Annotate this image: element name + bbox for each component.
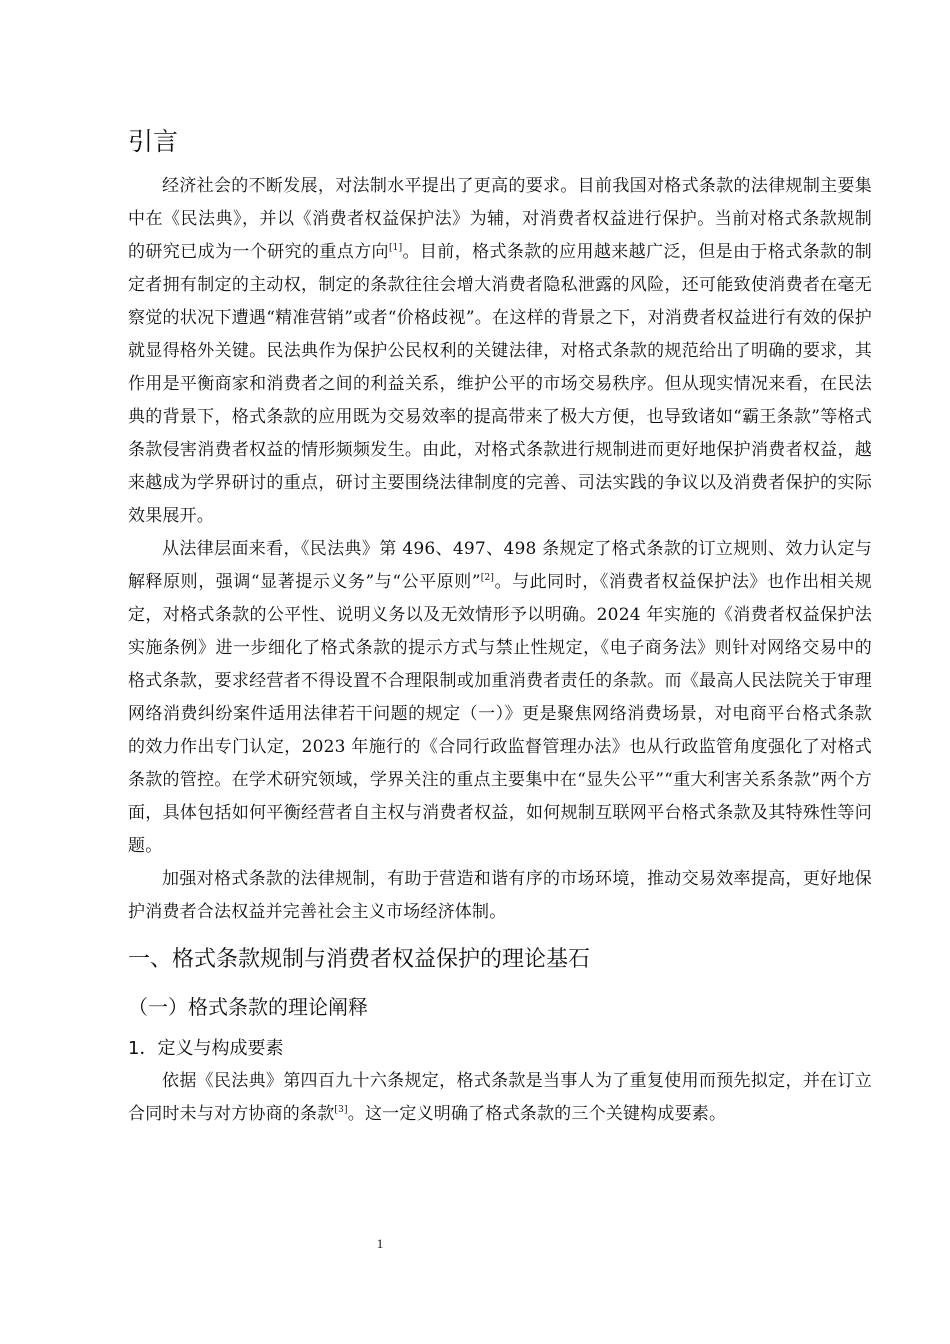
item-1-paragraph-text-b: 。这一定义明确了格式条款的三个关键构成要素。	[347, 1104, 727, 1124]
intro-paragraph-2	[128, 533, 872, 863]
footnote-ref-1: [1]	[388, 243, 403, 253]
footnote-ref-3: [3]	[334, 1105, 348, 1115]
item-1-heading: 1．定义与构成要素	[128, 1038, 284, 1059]
item-1-paragraph-text-a: 依据《民法典》第四百九十六条规定，格式条款是当事人为了重复使用而预先拟定，并在订立合同时未与对方协商的条款	[128, 1071, 872, 1124]
intro-paragraph-1-text-b: 。目前，格式条款的应用越来越广泛，但是由于格式条款的制定者拥有制定的主动权，制定的条款往往会增大消费者隐私泄露的风险，还可能致使消费者在毫无察觉的状况下遭遇“精准营销”或者“价格歧视”。在这样的背景之下，对消费者权益进行有效的保护就显得格外关键。民法典作为保护公民权利的关键法律，对格式条款的规范给出了明确的要求，其作用是平衡商家和消费者之间的利益关系，维护公平的市场交易秩序。但从现实情况来看，在民法典的背景下，格式条款的应用既为交易效率的提高带来了极大方便，也导致诸如“霸王条款”等格式条款侵害消费者权益的情形频频发生。由此，对格式条款进行规制进而更好地保护消费者权益，越来越成为学界研讨的重点，研讨主要围绕法律制度的完善、司法实践的争议以及消费者保护的实际效果展开。	[128, 242, 873, 526]
footnote-ref-2: [2]	[480, 573, 495, 583]
intro-paragraph-2-text-b: 。与此同时，《消费者权益保护法》也作出相关规定，对格式条款的公平性、说明义务以及无效情形予以明确。2024 年实施的《消费者权益保护法实施条例》进一步细化了格式条款的提示方式与禁止性规定，《电子商务法》则针对网络交易中的格式条款，要求经营者不得设置不合理限制或加重消费者责任的条款。而《最高人民法院关于审理网络消费纠纷案件适用法律若干问题的规定（一）》更是聚焦网络消费场景，对电商平台格式条款的效力作出专门认定，2023 年施行的《合同行政监督管理办法》也从行政监管角度强化了对格式条款的管控。在学术研究领域，学界关注的重点主要集中在“显失公平”“重大利害关系条款”两个方面，具体包括如何平衡经营者自主权与消费者权益，如何规制互联网平台格式条款及其特殊性等问题。	[128, 572, 872, 856]
page-content	[128, 122, 872, 1131]
section-1-heading: 一、格式条款规制与消费者权益保护的理论基石	[128, 947, 591, 972]
page-number: 1	[376, 1236, 384, 1251]
intro-heading: 引言	[128, 127, 179, 156]
intro-paragraph-2-text-a: 从法律层面来看，《民法典》第 496、497、498 条规定了格式条款的订立规则、效力认定与解释原则，强调“显著提示义务”与“公平原则”	[128, 539, 872, 592]
item-1-paragraph	[128, 1065, 872, 1131]
intro-paragraph-1	[128, 170, 872, 533]
intro-paragraph-3: 加强对格式条款的法律规制，有助于营造和谐有序的市场环境，推动交易效率提高，更好地保护消费者合法权益并完善社会主义市场经济体制。	[128, 869, 872, 922]
intro-paragraph-1-text-a: 经济社会的不断发展，对法制水平提出了更高的要求。目前我国对格式条款的法律规制主要集中在《民法典》，并以《消费者权益保护法》为辅，对消费者权益进行保护。当前对格式条款规制的研究已成为一个研究的重点方向	[128, 176, 872, 262]
subsection-1-heading: （一）格式条款的理论阐释	[128, 995, 368, 1019]
